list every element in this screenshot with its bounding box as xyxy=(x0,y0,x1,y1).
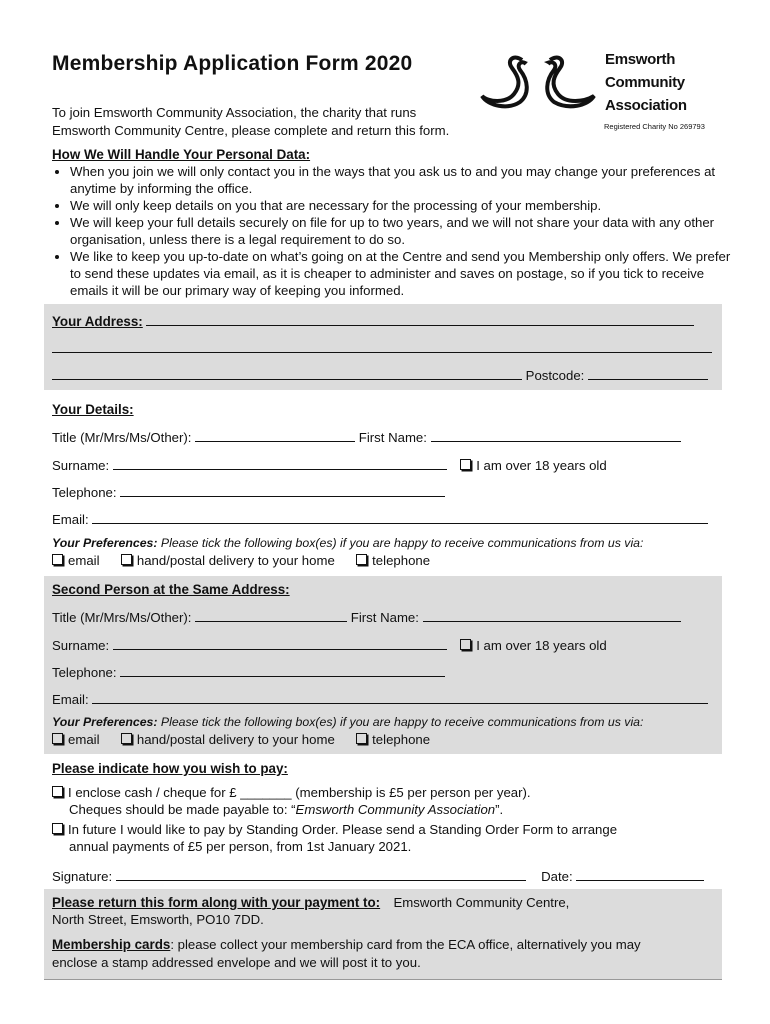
details-row xyxy=(52,456,607,473)
pref-post-checkbox[interactable] xyxy=(121,554,132,565)
postcode-label: Postcode: xyxy=(525,368,585,383)
surname-label: Surname: xyxy=(52,458,110,473)
date-field[interactable] xyxy=(576,867,704,881)
telephone-label: Telephone: xyxy=(52,665,117,680)
page-title: Membership Application Form 2020 xyxy=(52,52,413,75)
signature-label: Signature: xyxy=(52,869,113,884)
cheque-note-text: Cheques should be made payable to: “ xyxy=(69,802,296,817)
list-item: • We will keep your full details securely on file for up to two years, and we will not share your data with any other organisation, unless there is a legal requirement to do so. xyxy=(70,214,740,248)
signature-row xyxy=(52,867,704,884)
pref-post-label: hand/postal delivery to your home xyxy=(136,553,335,568)
standing-order-note: annual payments of £5 per person, from 1st January 2021. xyxy=(69,839,412,854)
payment-option-cash xyxy=(52,785,531,800)
preferences-options xyxy=(52,732,430,747)
return-address-a: Emsworth Community Centre, xyxy=(393,895,570,910)
email-label: Email: xyxy=(52,512,89,527)
intro-line: Emsworth Community Centre, please complete and return this form. xyxy=(52,123,450,138)
telephone-field[interactable] xyxy=(120,483,445,497)
pay-standing-order-checkbox[interactable] xyxy=(52,823,63,834)
cheque-note-end: ”. xyxy=(495,802,504,817)
second-first-name-field[interactable] xyxy=(423,608,681,622)
pref-email-label: email xyxy=(68,553,100,568)
email-label: Email: xyxy=(52,692,89,707)
second-pref-post-checkbox[interactable] xyxy=(121,733,132,744)
first-name-label: First Name: xyxy=(358,430,427,445)
list-item: • We will only keep details on you that are necessary for the processing of your membership. xyxy=(70,197,740,214)
pay-cash-checkbox[interactable] xyxy=(52,786,63,797)
pref-email-checkbox[interactable] xyxy=(52,554,63,565)
preferences-text: Please tick the following box(es) if you are happy to receive communications from us via: xyxy=(160,715,644,729)
details-row xyxy=(52,483,445,500)
charity-number: Registered Charity No 269793 xyxy=(604,122,705,131)
preferences-options xyxy=(52,553,430,568)
address-line-3[interactable] xyxy=(52,366,522,380)
cards-text: : please collect your membership card from the ECA office, alternatively you may xyxy=(170,937,641,952)
pref-phone-checkbox[interactable] xyxy=(356,554,367,565)
address-heading: Your Address: xyxy=(52,314,143,329)
over18-label: I am over 18 years old xyxy=(476,638,607,653)
date-label: Date: xyxy=(541,869,573,884)
first-name-label: First Name: xyxy=(350,610,419,625)
postcode-field[interactable] xyxy=(588,366,708,380)
personal-data-list xyxy=(52,163,740,299)
payment-heading: Please indicate how you wish to pay: xyxy=(52,761,288,776)
title-label: Title (Mr/Mrs/Ms/Other): xyxy=(52,430,192,445)
address-line-2[interactable] xyxy=(52,339,712,353)
pref-email-label: email xyxy=(68,732,100,747)
pref-post-label: hand/postal delivery to your home xyxy=(136,732,335,747)
details-row xyxy=(52,690,708,707)
title-label: Title (Mr/Mrs/Ms/Other): xyxy=(52,610,192,625)
signature-field[interactable] xyxy=(116,867,526,881)
email-field[interactable] xyxy=(92,510,708,524)
return-address-b: North Street, Emsworth, PO10 7DD. xyxy=(52,912,264,927)
details-heading: Your Details: xyxy=(52,402,134,417)
address-row xyxy=(52,366,708,383)
payment-option-standing-order xyxy=(52,822,617,837)
pref-phone-label: telephone xyxy=(372,553,431,568)
second-email-field[interactable] xyxy=(92,690,708,704)
preferences-text: Please tick the following box(es) if you are happy to receive communications from us via: xyxy=(160,536,644,550)
second-over18-checkbox[interactable] xyxy=(460,639,471,650)
second-telephone-field[interactable] xyxy=(120,663,445,677)
list-item: • We like to keep you up-to-date on what’s going on at the Centre and send you Membership only offers. We prefer to send these updates via email, as it is cheaper to administer and saves on postage, so if you tick to receive emails it will be our primary way of keeping you informed. xyxy=(70,248,740,299)
second-surname-field[interactable] xyxy=(113,636,447,650)
cards-row xyxy=(52,937,641,952)
second-pref-email-checkbox[interactable] xyxy=(52,733,63,744)
return-heading: Please return this form along with your payment to: xyxy=(52,895,381,910)
over18-label: I am over 18 years old xyxy=(476,458,607,473)
details-row xyxy=(52,636,607,653)
org-name xyxy=(605,48,687,117)
cards-heading: Membership cards xyxy=(52,937,171,952)
pay-cash-text: I enclose cash / cheque for £ _______ (membership is £5 per person per year). xyxy=(68,785,531,800)
telephone-label: Telephone: xyxy=(52,485,117,500)
first-name-field[interactable] xyxy=(431,428,681,442)
cards-text-b: enclose a stamp addressed envelope and we will post it to you. xyxy=(52,955,421,970)
pref-phone-label: telephone xyxy=(372,732,431,747)
second-title-field[interactable] xyxy=(195,608,347,622)
address-row xyxy=(52,312,694,329)
preferences-row xyxy=(52,715,643,729)
details-row xyxy=(52,663,445,680)
preferences-label: Your Preferences: xyxy=(52,715,158,729)
intro-text xyxy=(52,104,502,140)
details-row xyxy=(52,608,681,625)
second-pref-phone-checkbox[interactable] xyxy=(356,733,367,744)
standing-order-text: In future I would like to pay by Standing Order. Please send a Standing Order Form to arrange xyxy=(68,822,618,837)
return-row xyxy=(52,895,569,910)
address-row xyxy=(52,339,712,356)
surname-label: Surname: xyxy=(52,638,110,653)
surname-field[interactable] xyxy=(113,456,447,470)
org-line: Association xyxy=(605,97,687,114)
list-item: • When you join we will only contact you in the ways that you ask us to and you may change your preferences at anytime by informing the office. xyxy=(70,163,740,197)
org-line: Community xyxy=(605,74,685,91)
title-field[interactable] xyxy=(195,428,355,442)
intro-line: To join Emsworth Community Association, the charity that runs xyxy=(52,105,417,120)
preferences-label: Your Preferences: xyxy=(52,536,158,550)
payment-cheque-note xyxy=(69,802,503,817)
preferences-row xyxy=(52,536,643,550)
second-person-heading: Second Person at the Same Address: xyxy=(52,582,290,597)
address-line-1[interactable] xyxy=(146,312,694,326)
cheque-payee: Emsworth Community Association xyxy=(295,802,496,817)
bottom-divider xyxy=(44,979,722,980)
org-line: Emsworth xyxy=(605,51,676,68)
details-row xyxy=(52,510,708,527)
details-row xyxy=(52,428,681,445)
swans-logo-icon xyxy=(478,50,598,120)
over18-checkbox[interactable] xyxy=(460,459,471,470)
personal-data-heading: How We Will Handle Your Personal Data: xyxy=(52,147,311,162)
